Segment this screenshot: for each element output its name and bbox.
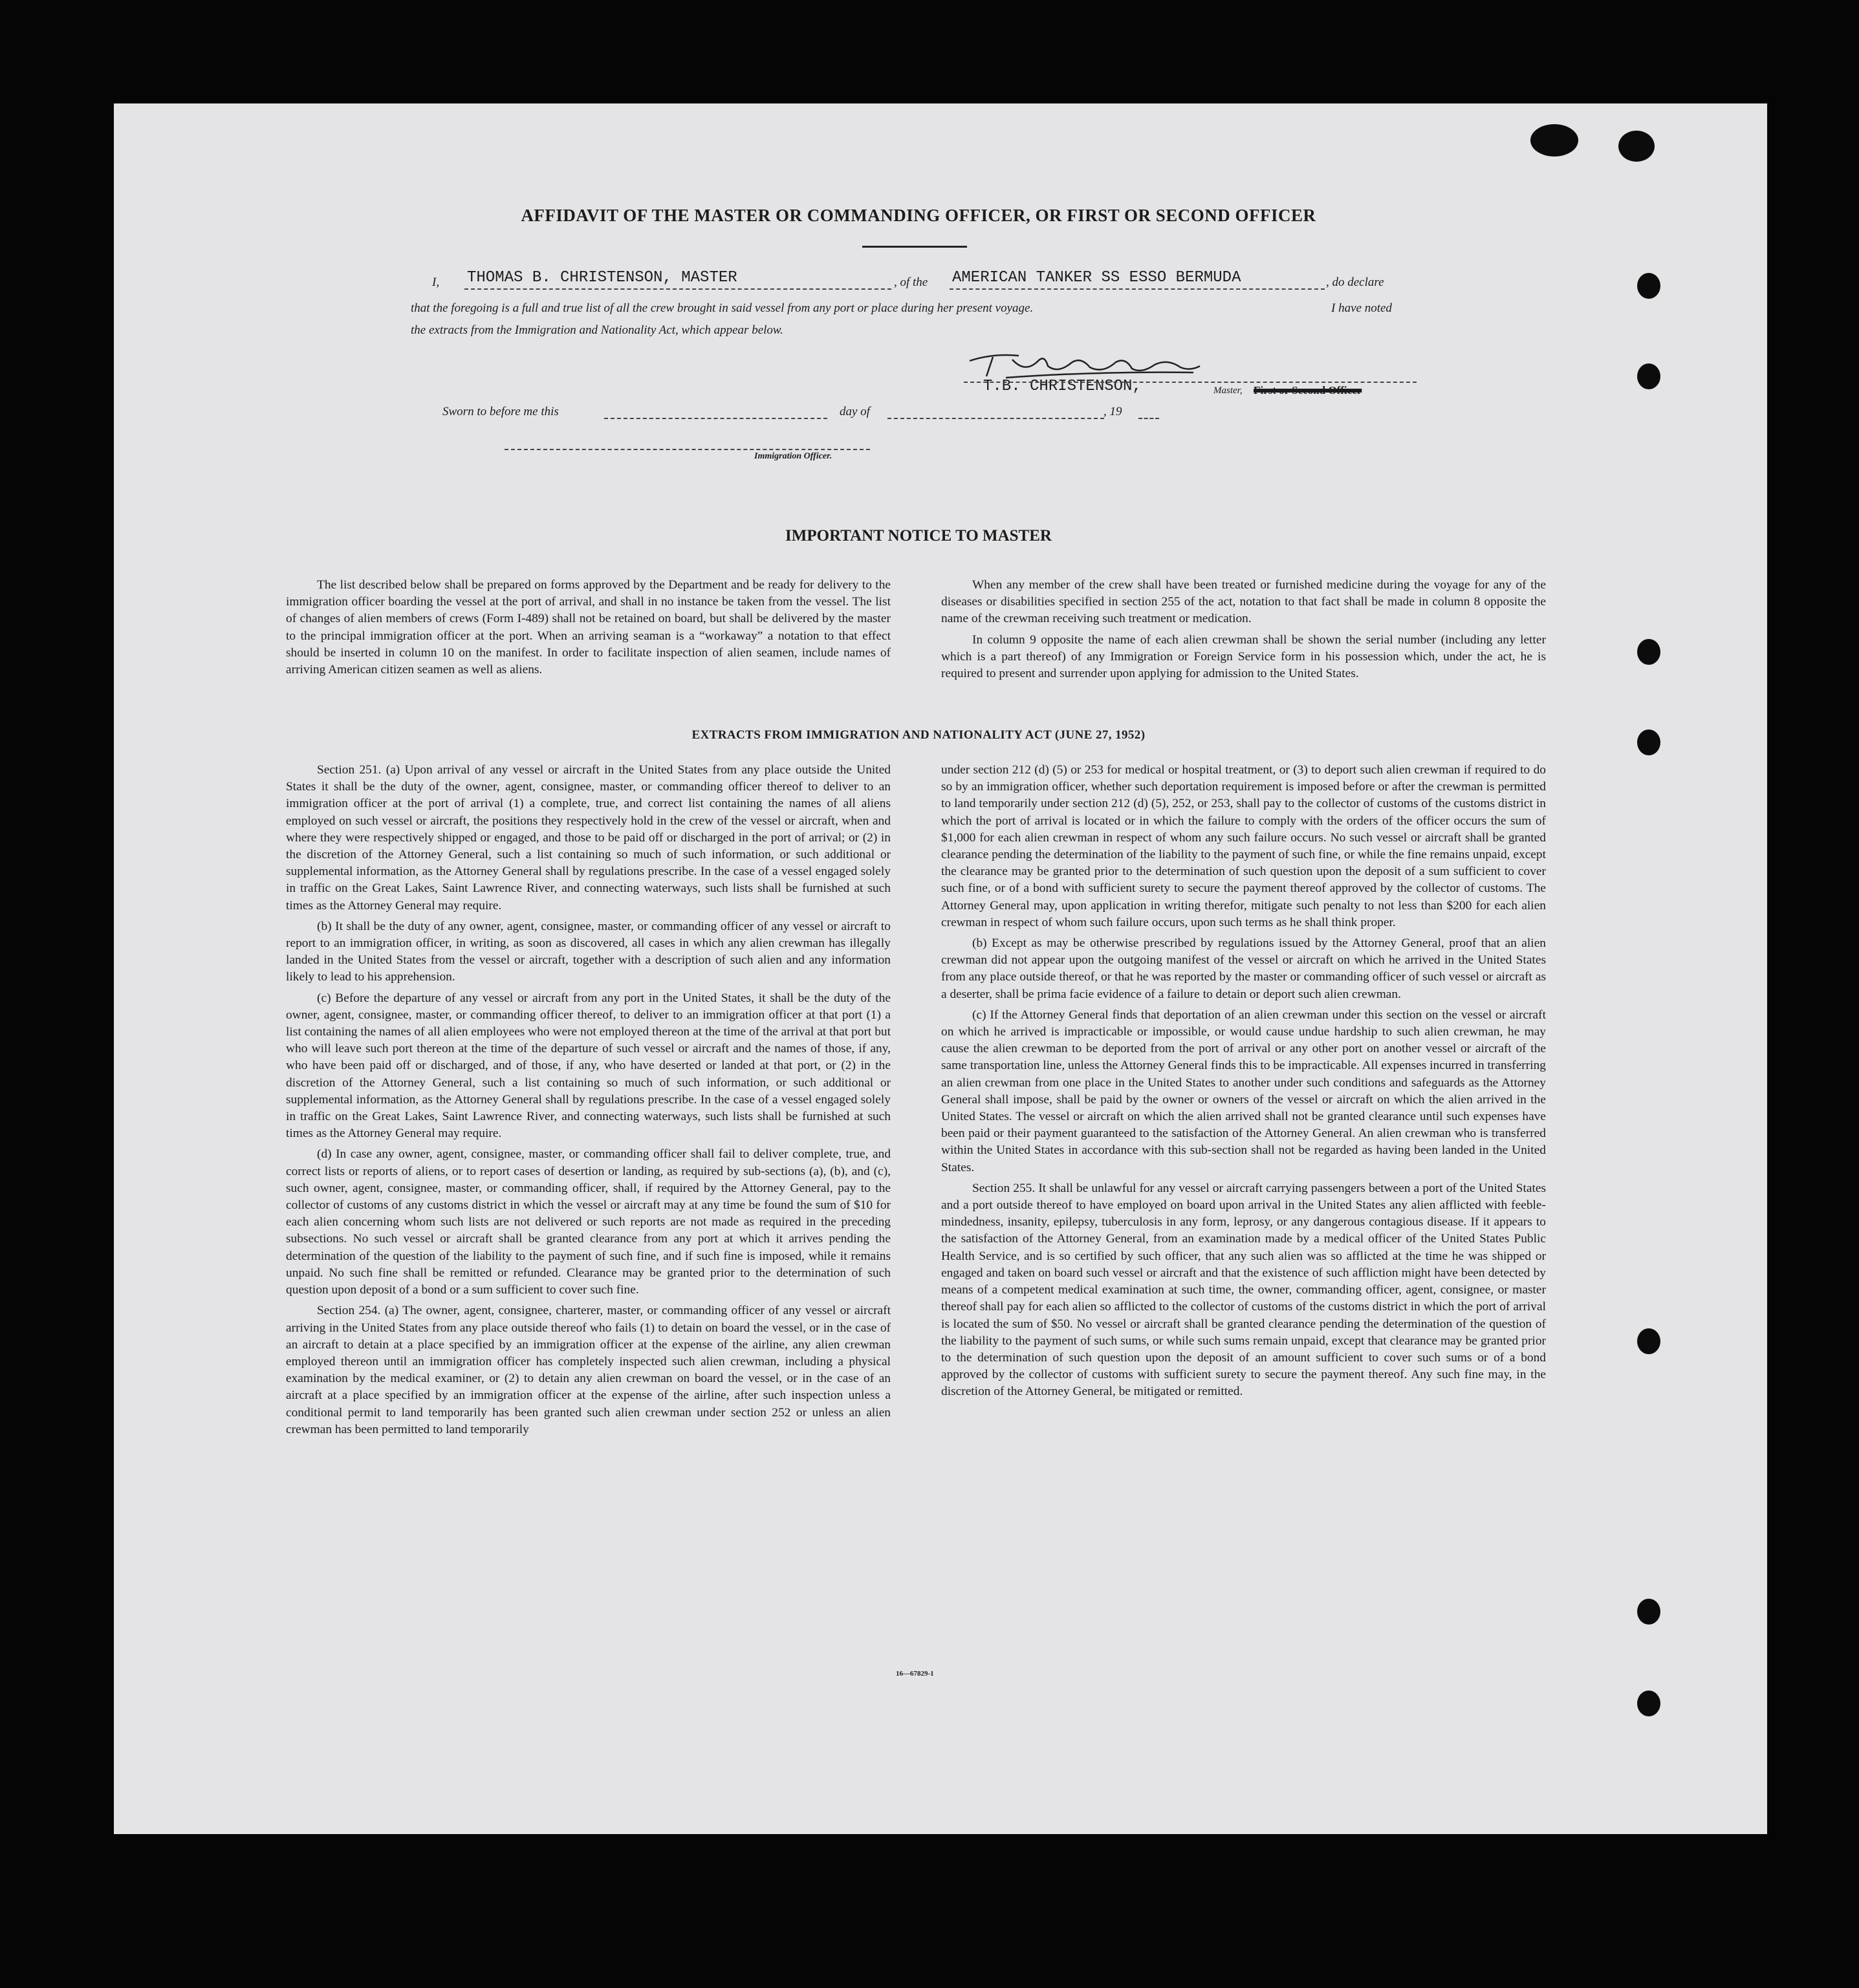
notice-right-paragraph-1: When any member of the crew shall have been treated or furnished medicine during the voyage for any of the diseases or disabilities specified in section 255 of the act, notation to that fact shall be made in column 8 opposite the name of the crewman receiving such treatment or medication. bbox=[941, 578, 1546, 626]
sworn-prefix: Sworn to before me this bbox=[442, 405, 559, 418]
punch-hole bbox=[1637, 1691, 1660, 1716]
affidavit-title: AFFIDAVIT OF THE MASTER OR COMMANDING OFFICER, OR FIRST OR SECOND OFFICER bbox=[521, 206, 1316, 225]
section-254-a: Section 254. (a) The owner, agent, consignee, charterer, master, or commanding officer of any vessel or aircraft arriving in the United States from any place outside thereof who fails (1) to detain on board the vessel, or in the case of an aircraft to detain at a place specified by an immigration officer at the expense of the airline, any alien crewman employed thereon until an immigration officer has completely inspected such alien crewman, including a physical examination by the medical examiner, or (2) to detain any alien crewman on board the vessel, or in the case of an aircraft at a place specified by an immigration officer at the expense of the airline, after such inspection unless a conditional permit to land temporarily has been granted such alien crewman under section 252 or unless an alien crewman has been permitted to land temporarily bbox=[286, 1304, 891, 1436]
i-have-noted: I have noted bbox=[1331, 301, 1392, 315]
section-251-b: (b) It shall be the duty of any owner, agent, consignee, master, or commanding officer of any vessel or aircraft to report to an immigration officer, in writing, as soon as discovered, all cases in which any alien crewman has illegally landed in the United States from the vessel or aircraft, together with a description of such alien and any information likely to lead to his apprehension. bbox=[286, 919, 891, 984]
notice-left-paragraph: The list described below shall be prepared on forms approved by the Department and be ready for delivery to the immigration officer boarding the vessel at the port of arrival, and shall in no instance be taken from the vessel. The list of changes of alien members of crews (Form I-489) shall not be retained on board, but shall be delivered by the master to the principal immigration officer at the port. When an arriving seaman is a “workaway” a notation to that effect should be inserted in column 10 on the manifest. In order to facilitate inspection of alien seamen, include names of arriving American citizen seamen as well as aliens. bbox=[286, 578, 891, 677]
section-251-c: (c) Before the departure of any vessel or aircraft from any port in the United States, it shall be the duty of the owner, agent, consignee, master, or commanding officer thereof, to deliver to an immigration officer at that port (1) a list containing the names of all alien employees who were not employed thereon at the time of the arrival at that port but who will leave such port thereon at the time of the departure of such vessel or aircraft and the names of those, if any, who have been paid off or discharged, and of those, if any, who have deserted or landed at that port, or (2) in the discretion of the Attorney General, such a list containing so much of such information, or such additional or supplemental information, as the Attorney General shall by regulations prescribe. In the case of a vessel engaged solely in traffic on the Great Lakes, Saint Lawrence River, and connecting waterways, such lists shall be furnished at such times as the Attorney General may require. bbox=[286, 991, 891, 1141]
year-line bbox=[1138, 418, 1159, 419]
declaration-line-1: that the foregoing is a full and true list of all the crew brought in said vessel from any port or place during her present voyage. bbox=[411, 301, 1034, 315]
title-divider bbox=[862, 246, 967, 248]
notice-title: IMPORTANT NOTICE TO MASTER bbox=[785, 527, 1052, 545]
of-the-label: , of the bbox=[894, 276, 928, 289]
extracts-left-column bbox=[286, 762, 891, 1442]
declaration-line-2: the extracts from the Immigration and Nationality Act, which appear below. bbox=[411, 323, 783, 337]
section-255: Section 255. It shall be unlawful for any vessel or aircraft carrying passengers between a port of the United States and a port outside thereof to have employed on board upon arrival in the United States any alien afflicted with feeble-mindedness, insanity, epilepsy, tuberculosis in any form, leprosy, or any dangerous contagious disease. If it appears to the satisfaction of the Attorney General, from an examination made by a medical officer of the United States Public Health Service, and is so certified by such officer, that any such alien was so afflicted at the time he was shipped or engaged and taken on board such vessel or aircraft and that the existence of such affliction might have been detected by means of a competent medical examination at such time, the owner, commanding officer, agent, consignee, or master thereof shall pay for each alien so afflicted to the collector of customs of the customs district in which the port of arrival is located the sum of $50. No vessel or aircraft shall be granted clearance pending the determination of the question of the liability to the payment of such sums, or while such sums remain unpaid, except that clearance may be granted prior to the determination of such question upon the deposit of an amount sufficient to cover such sums or of a bond approved by the collector of customs with sufficient surety to secure the payment thereof. Any such fine may, in the discretion of the Attorney General, be mitigated or remitted. bbox=[941, 1181, 1546, 1399]
punch-hole bbox=[1637, 639, 1660, 665]
section-254-b: (b) Except as may be otherwise prescribed by regulations issued by the Attorney General, proof that an alien crewman did not appear upon the outgoing manifest of the vessel or aircraft on which he arrived in the United States from any place outside thereof, or that he was reported by the master or commanding officer of such vessel or aircraft as a deserter, shall be prima facie evidence of a failure to detain or deport such alien crewman. bbox=[941, 936, 1546, 1001]
affidavit-i-prefix: I, bbox=[432, 276, 440, 289]
punch-hole bbox=[1637, 363, 1660, 389]
signature-line bbox=[964, 382, 1417, 383]
section-254-a-continued: under section 212 (d) (5) or 253 for medical or hospital treatment, or (3) to deport such alien crewman if required to do so by an immigration officer, whether such deportation requirement is imposed before or after the crewman is permitted to land temporarily under section 212 (d) (5), 252, or 253, shall pay to the collector of customs of the customs district in which the port of arrival is located or in which the failure to comply with the orders of the officer occurs the sum of $1,000 for each alien crewman in respect of whom any such failure occurs. No such vessel or aircraft shall be granted clearance pending the determination of the liability to the payment of such fine, or while the fine remains unpaid, except the clearance may be granted prior to the determination of such question upon the deposit of a sum sufficient to cover such fine, or of a bond with sufficient surety to secure the payment thereof approved by the collector of customs. The Attorney General may, upon application in writing therefor, mitigate such penalty to not less than $200 for each alien crewman in respect of whom such failure occurs, upon such terms as he shall think proper. bbox=[941, 763, 1546, 929]
struck-officer-title: First or Second Officer bbox=[1254, 384, 1362, 396]
immigration-officer-line bbox=[505, 449, 870, 450]
section-254-c: (c) If the Attorney General finds that deportation of an alien crewman under this section on the vessel or aircraft on which he arrived is impracticable or impossible, or would cause undue hardship to such alien crewman, he may cause the alien crewman to be deported from the port of arrival or any other port on another vessel or aircraft of the same transportation line, unless the Attorney General finds this to be impracticable. All expenses incurred in transferring an alien crewman from one place in the United States to another under such conditions and safeguards as the Attorney General shall impose, shall be paid by the owner or owners of the vessel or aircraft on which the alien arrived in the United States. The vessel or aircraft on which the alien arrived shall not be granted clearance until such expenses have been paid or their payment guaranteed to the satisfaction of the Attorney General. An alien crewman who is transferred within the United States in accordance with this sub-section shall not be regarded as having been landed in the United States. bbox=[941, 1008, 1546, 1174]
section-251-a: Section 251. (a) Upon arrival of any vessel or aircraft in the United States from any place outside the United States it shall be the duty of the owner, agent, consignee, master, or commanding officer thereof to deliver to an immigration officer at the port of arrival (1) a complete, true, and correct list containing the names of all aliens employed on such vessel or aircraft, the positions they respectively hold in the crew of the vessel or aircraft, when and where they were respectively shipped or engaged, and those to be paid off or discharged in the port of arrival; or (2) in the discretion of the Attorney General, such a list containing so much of such information, or such additional or supplemental information, as the Attorney General shall by regulations prescribe. In the case of a vessel engaged solely in traffic on the Great Lakes, Saint Lawrence River, and connecting waterways, such lists shall be furnished at such times as the Attorney General may require. bbox=[286, 763, 891, 913]
master-name-line bbox=[464, 288, 891, 290]
master-label: Master, bbox=[1213, 385, 1243, 396]
notice-left-column bbox=[286, 577, 891, 682]
typed-signature: T.B. CHRISTENSON, bbox=[983, 378, 1142, 395]
punch-hole bbox=[1637, 273, 1660, 299]
ink-blot bbox=[1530, 124, 1578, 157]
sworn-date-line bbox=[604, 418, 827, 419]
vessel-name-field: AMERICAN TANKER SS ESSO BERMUDA bbox=[952, 269, 1241, 286]
extracts-title: EXTRACTS FROM IMMIGRATION AND NATIONALITY ACT (JUNE 27, 1952) bbox=[691, 728, 1146, 742]
master-name-field: THOMAS B. CHRISTENSON, MASTER bbox=[467, 269, 737, 286]
immigration-officer-label: Immigration Officer. bbox=[754, 451, 832, 461]
day-of-label: day of bbox=[840, 405, 870, 418]
form-code: 16—67829-1 bbox=[896, 1670, 934, 1678]
extracts-right-column bbox=[941, 762, 1546, 1405]
notice-right-column bbox=[941, 577, 1546, 686]
ink-blot bbox=[1618, 131, 1655, 162]
section-251-d: (d) In case any owner, agent, consignee, master, or commanding officer shall fail to deliver complete, true, and correct lists or reports of aliens, or to report cases of desertion or landing, as required by sub-sections (a), (b), and (c), such owner, agent, consignee, master, or commanding officer, shall, if required by the Attorney General, pay to the collector of customs of any customs district in which the vessel or aircraft may at any time be found the sum of $10 for each alien concerning whom such lists are not delivered or such reports are not made as required in the preceding subsections. No such vessel or aircraft shall be granted clearance from any port at which it arrives pending the determination of the question of the liability to the payment of such fine, and if such fine is imposed, while it remains unpaid. No such fine shall be remitted or refunded. Clearance may be granted prior to the determination of such question upon deposit of a bond or a sum sufficient to cover such fine. bbox=[286, 1147, 891, 1297]
sworn-month-line bbox=[887, 418, 1104, 419]
vessel-name-line bbox=[950, 288, 1325, 290]
punch-hole bbox=[1637, 1328, 1660, 1354]
notice-right-paragraph-2: In column 9 opposite the name of each alien crewman shall be shown the serial number (including any letter which is a part thereof) of any Immigration or Foreign Service form in his possession which, under the act, he is required to present and surrender upon applying for admission to the United States. bbox=[941, 632, 1546, 681]
handwritten-signature bbox=[967, 348, 1203, 382]
punch-hole bbox=[1637, 729, 1660, 755]
year-prefix: , 19 bbox=[1103, 405, 1122, 418]
punch-hole bbox=[1637, 1599, 1660, 1625]
do-declare-label: , do declare bbox=[1326, 276, 1384, 289]
